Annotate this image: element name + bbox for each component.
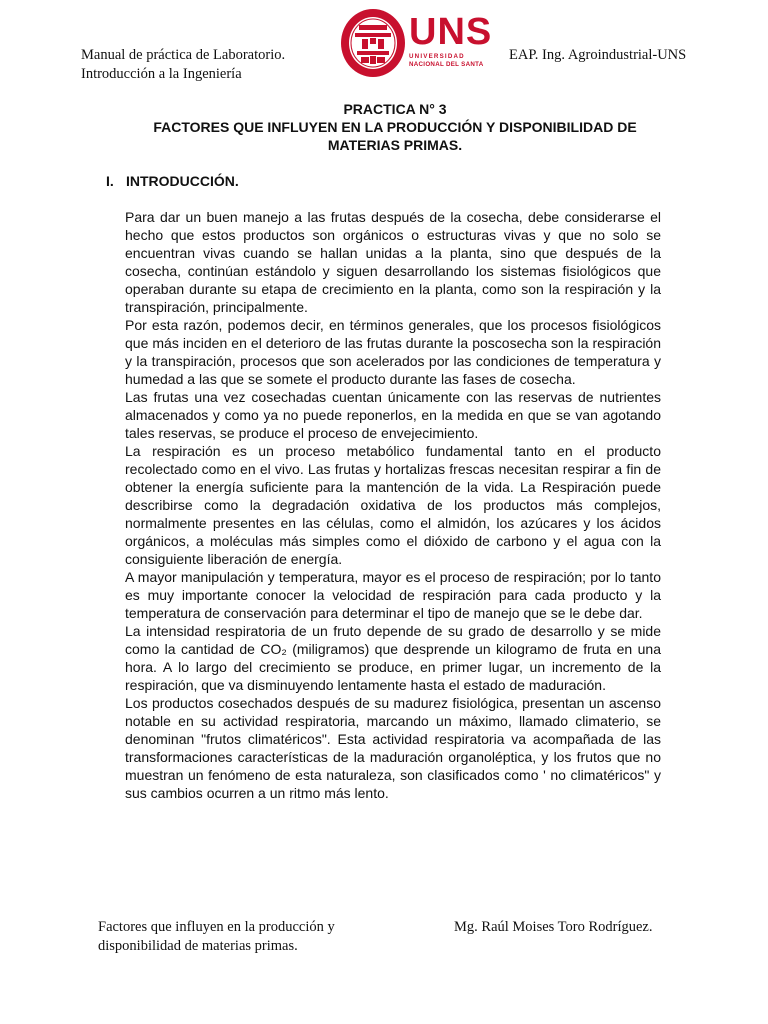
paragraph: Las frutas una vez cosechadas cuentan únicamente con las reservas de nutrientes almacenados y como ya no puede reponerlos, en la medida en que se van agotando tales reservas, se produce el proceso de envejecimiento. <box>125 389 661 441</box>
practice-title-line-1: FACTORES QUE INFLUYEN EN LA PRODUCCIÓN Y DISPONIBILIDAD DE <box>153 119 637 135</box>
paragraph: La respiración es un proceso metabólico fundamental tanto en el producto recolectado como en el vivo. Las frutas y hortalizas frescas necesitan respirar a fin de obtener la energía suficiente para la mantención de la vida. La Respiración puede describirse como la degradación oxidativa de los productos más complejos, normalmente presentes en las células, como el almidón, los azúcares y los ácidos orgánicos, a moléculas más simples como el dióxido de carbono y el agua con la consiguiente liberación de energía. <box>125 443 661 567</box>
paragraph: Por esta razón, podemos decir, en términos generales, que los procesos fisiológicos que más inciden en el deterioro de las frutas durante la poscosecha son la respiración y la transpiración, procesos que son acelerados por las condiciones de temperatura y humedad a las que se somete el producto durante las fases de cosecha. <box>125 317 661 387</box>
footer-author: Mg. Raúl Moises Toro Rodríguez. <box>454 919 653 935</box>
section-number: I. <box>106 173 114 189</box>
logo-acronym: UNS <box>409 11 493 53</box>
header-left <box>81 46 285 84</box>
footer-title-line-1: Factores que influyen en la producción y <box>98 919 335 935</box>
paragraph: La intensidad respiratoria de un fruto depende de su grado de desarrollo y se mide como la cantidad de CO₂ (miligramos) que desprende un kilogramo de fruta en una hora. A lo largo del crecimiento se produce, en primer lugar, un incremento de la respiración, que va disminuyendo lentamente hasta el estado de maduración. <box>125 623 661 693</box>
paragraph: Los productos cosechados después de su madurez fisiológica, presentan un ascenso notable en su actividad respiratoria, marcando un máximo, llamado climaterio, se denominan "frutos climatéricos". Esta actividad respiratoria va acompañada de las transformaciones características de la maduración organoléptica, y los frutos que no muestran un fenómeno de esta naturaleza, son clasificados como ' no climatéricos" y sus cambios ocurren a un ritmo más lento. <box>125 695 661 801</box>
practice-title-line-2: MATERIAS PRIMAS. <box>327 137 463 153</box>
practice-number: PRACTICA N° 3 <box>343 101 447 117</box>
introduction-body <box>125 208 661 802</box>
practice-title <box>110 100 680 154</box>
paragraph: A mayor manipulación y temperatura, mayor es el proceso de respiración; por lo tanto es muy importante conocer la velocidad de respiración para cada producto y la temperatura de conservación para determinar el tipo de manejo que se le debe dar. <box>125 569 661 621</box>
header-manual-title: Manual de práctica de Laboratorio. <box>81 47 286 63</box>
header-course-title: Introducción a la Ingeniería <box>81 66 242 82</box>
section-title: INTRODUCCIÓN. <box>126 173 239 189</box>
uns-logo <box>340 5 500 85</box>
logo-subtitle-2: NACIONAL DEL SANTA <box>409 61 484 68</box>
header-department: EAP. Ing. Agroindustrial-UNS <box>509 47 687 63</box>
university-seal-icon <box>340 7 406 79</box>
footer-left <box>98 918 335 956</box>
footer-title-line-2: disponibilidad de materias primas. <box>98 938 298 954</box>
section-heading <box>106 172 239 190</box>
paragraph: Para dar un buen manejo a las frutas después de la cosecha, debe considerarse el hecho que estos productos son orgánicos o estructuras vivas y que no solo se encuentran vivas cuando se hallan unidas a la planta, sino que después de la cosecha, continúan estándolo y siguen desarrollando los sistemas fisiológicos que operaban durante su etapa de crecimiento en la planta, como son la respiración y la transpiración, principalmente. <box>125 209 661 315</box>
logo-subtitle-1: UNIVERSIDAD <box>409 53 465 60</box>
